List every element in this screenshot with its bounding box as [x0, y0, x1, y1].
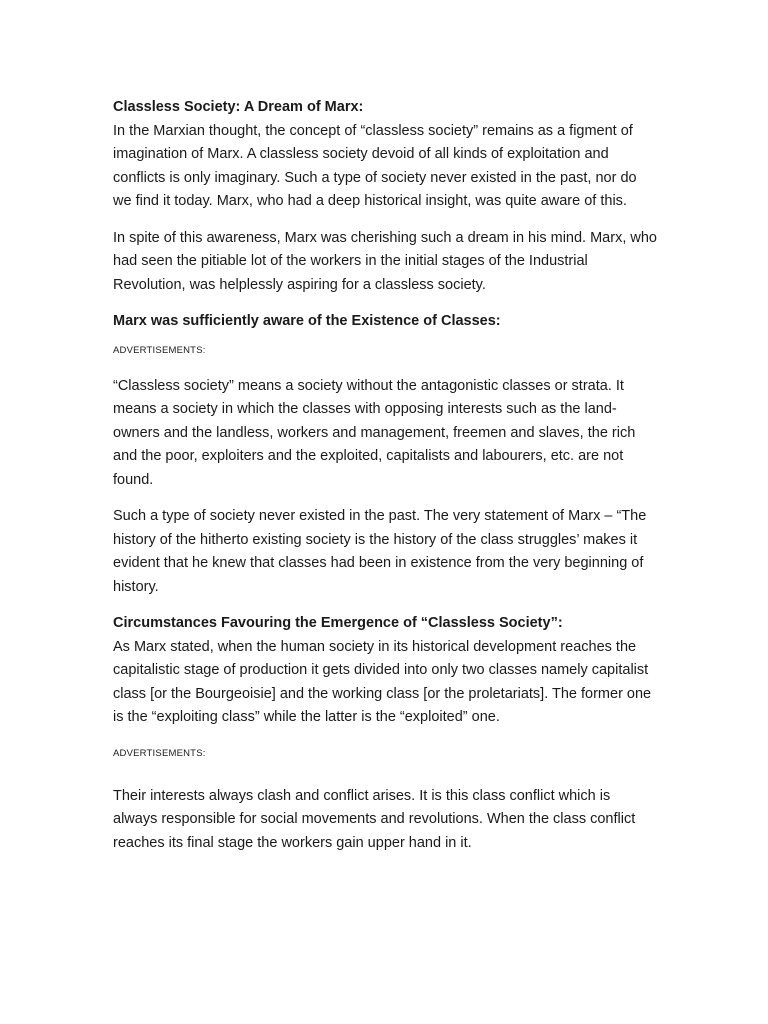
paragraph-capitalistic-stage: As Marx stated, when the human society in its historical development reaches the capitalistic stage of production it gets divided into only two classes namely capitalist class [or the Bourgeoisie] and the working class [or the proletariats]. The former one is the “exploiting class” while the latter is the “exploited” one.	[113, 638, 652, 725]
paragraph-awareness: In spite of this awareness, Marx was cherishing such a dream in his mind. Marx, who had seen the pitiable lot of the workers in the initial stages of the Industrial Revolution, was helplessly aspiring for a classless society.	[113, 229, 657, 293]
paragraph-marxian-thought: In the Marxian thought, the concept of “classless society” remains as a figment of imagination of Marx. A classless society devoid of all kinds of exploitation and conflicts is only imaginary. Such a type of society never existed in the past, nor do we find it today. Marx, who had a deep historical insight, was quite aware of this.	[113, 122, 637, 209]
paragraph-class-history: Such a type of society never existed in the past. The very statement of Marx – “The history of the hitherto existing society is the history of the class struggles’ makes it evident that he knew that classes had been in existence from the very beginning of history.	[113, 508, 647, 595]
advertisement-label: ADVERTISEMENTS:	[113, 344, 206, 356]
paragraph-classless-definition: “Classless society” means a society without the antagonistic classes or strata. It means a society in which the classes with opposing interests such as the land-owners and the landless, workers and management, freemen and slaves, the rich and the poor, exploiters and the exploited, capitalists and labourers, etc. are not found.	[113, 377, 636, 488]
advertisement-label: ADVERTISEMENTS:	[113, 747, 206, 759]
section-heading-circumstances: Circumstances Favouring the Emergence of “Classless Society”:	[113, 615, 563, 631]
section-heading-classless-society: Classless Society: A Dream of Marx:	[113, 99, 364, 115]
article-body	[113, 96, 658, 855]
paragraph-class-conflict: Their interests always clash and conflict arises. It is this class conflict which is always responsible for social movements and revolutions. When the class conflict reaches its final stage the workers gain upper hand in it.	[113, 787, 636, 851]
section-heading-existence-of-classes: Marx was sufficiently aware of the Existence of Classes:	[113, 313, 501, 329]
